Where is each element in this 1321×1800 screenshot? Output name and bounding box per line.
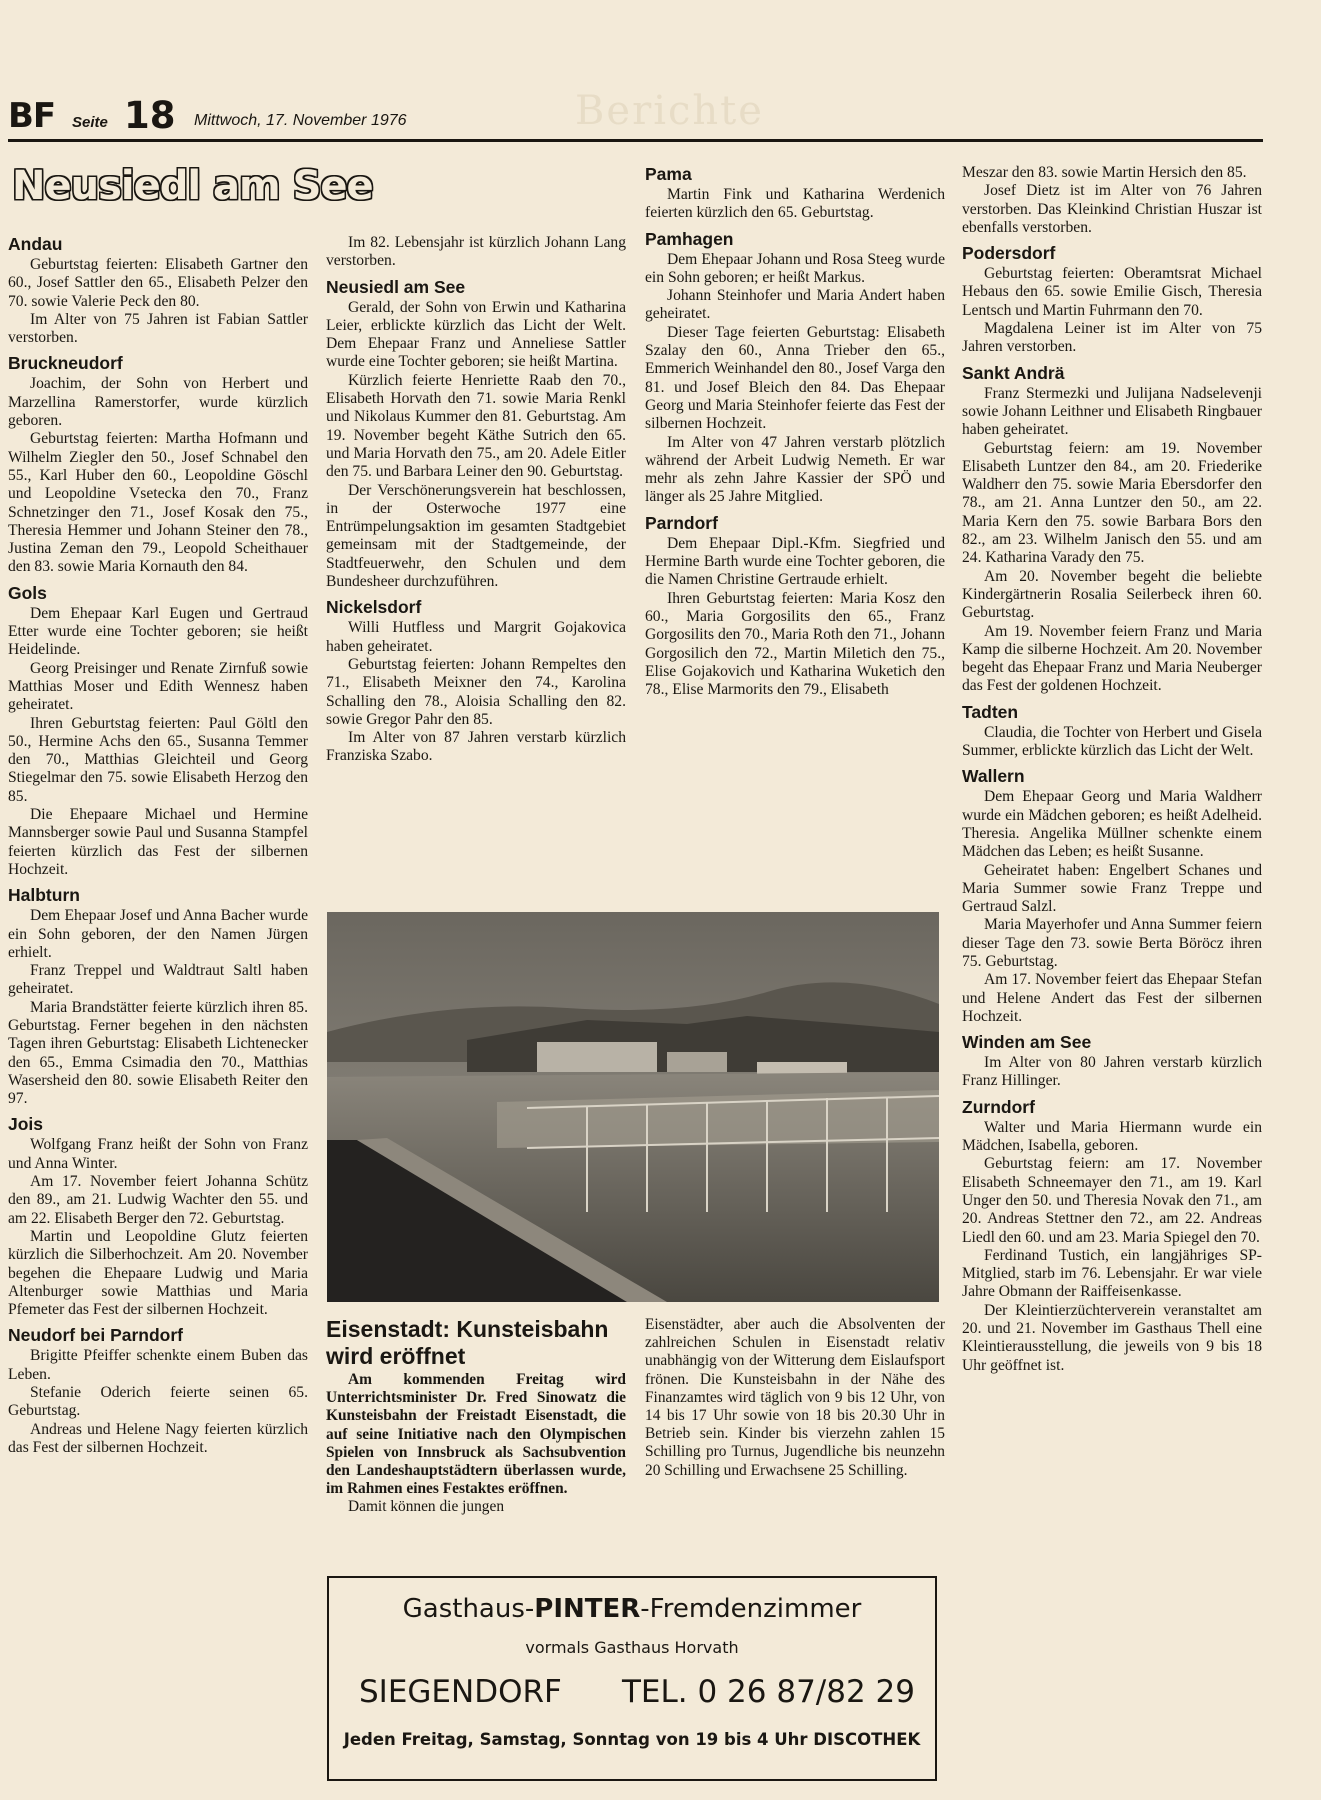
ice-rink-photo <box>327 912 939 1302</box>
ad-place: SIEGENDORF <box>359 1674 562 1710</box>
paragraph: Geburtstag feierten: Johann Rempeltes den 71., Elisabeth Meixner den 74., Karolina Schalling den 78., Aloisia Schalling den 82. sowie Gregor Pahr den 85. <box>326 655 626 728</box>
town-heading: Wallern <box>962 766 1025 787</box>
paragraph: Eisenstädter, aber auch die Absolventen der zahlreichen Schulen in Eisenstadt relativ unabhängig von der Witterung dem Eislaufsport frönen. Die Kunsteisbahn in der Nähe des Finanzamtes wird täglich von 9 bis 12 Uhr, von 14 bis 17 Uhr sowie von 18 bis 20.30 Uhr in Betrieb sein. Kinder bis vierzehn zahlen 15 Schilling pro Turnus, Jugendliche bis neunzehn 20 Schilling und Erwachsene 25 Schilling. <box>645 1316 945 1479</box>
paragraph: Ihren Geburtstag feierten: Maria Kosz den 60., Maria Gorgosilits den 65., Franz Gorgosilits den 70., Maria Roth den 71., Johann Gorgosilich den 72., Martin Miletich den 75., Elise Gojakovich und Katharina Wuketich den 78., Elise Marmorits den 79., Elisabeth <box>645 589 945 699</box>
town-heading: Neusiedl am See <box>326 276 466 297</box>
paragraph: Geburtstag feierten: Oberamtsrat Michael Hebaus den 65. sowie Emilie Gisch, Theresia Lentsch und Martin Fuhrmann den 70. <box>962 265 1262 319</box>
paragraph: Maria Brandstätter feierte kürzlich ihren 85. Geburtstag. Ferner begehen in den nächsten Tagen ihren Geburtstag: Elisabeth Lichtenecker den 65., Emma Csimadia den 70., Matthias Wasersheid den 80. sowie Elisabeth Reiter den 97. <box>8 998 308 1108</box>
paragraph: Der Kleintierzüchterverein veranstaltet am 20. und 21. November im Gasthaus Thell eine Kleintierausstellung, die jeweils von 9 bis 18 Uhr geöffnet ist. <box>962 1301 1262 1374</box>
paragraph: Im Alter von 80 Jahren verstarb kürzlich Franz Hillinger. <box>962 1054 1262 1090</box>
paragraph: Die Ehepaare Michael und Hermine Mannsberger sowie Paul und Susanna Stampfel feierten kürzlich das Fest der silbernen Hochzeit. <box>8 806 308 878</box>
town-heading: Sankt Andrä <box>962 362 1065 383</box>
ad-subtitle: vormals Gasthaus Horvath <box>525 1638 739 1657</box>
paragraph: Franz Treppel und Waldtraut Saltl haben geheiratet. <box>8 962 308 998</box>
ad-headline-suffix: -Fremdenzimmer <box>640 1594 862 1624</box>
ad-contact-line <box>359 1674 915 1710</box>
paragraph: Ihren Geburtstag feierten: Paul Göltl den 50., Hermine Achs den 65., Susanna Temmer den 70., Matthias Gleichteil und Georg Stiegelmar den 75. sowie Elisabeth Herzog den 85. <box>8 714 308 805</box>
paragraph: Martin und Leopoldine Glutz feierten kürzlich die Silberhochzeit. Am 20. November begehen die Ehepaare Ludwig und Maria Altenburger sowie Matthias und Maria Pfemeter das Fest der silbernen Hochzeit. <box>8 1227 308 1319</box>
town-heading: Bruckneudorf <box>8 353 123 374</box>
paragraph: Franz Stermezki und Julijana Nadselevenji sowie Johann Leithner und Elisabeth Ringbauer haben geheiratet. <box>962 384 1262 439</box>
article-lead-paragraph: Am kommenden Freitag wird Unterrichtsminister Dr. Fred Sinowatz die Kunsteisbahn der Freistadt Eisenstadt, die auf seine Initiative nach den Olympischen Spielen von Innsbruck als Sachsubvention den Landeshauptstädtern überlassen wurde, im Rahmen eines Festaktes eröffnen. <box>326 1371 626 1498</box>
town-heading: Gols <box>8 582 47 603</box>
column-4 <box>962 164 1262 1375</box>
column-1 <box>8 234 308 1457</box>
paragraph: Im Alter von 75 Jahren ist Fabian Sattler verstorben. <box>8 310 308 347</box>
paragraph: Im Alter von 47 Jahren verstarb plötzlich während der Arbeit Ludwig Nemeth. Er war mehr als zehn Jahre Kassier der SPÖ und länger als 25 Jahre Mitglied. <box>645 433 945 506</box>
paragraph: Damit können die jungen <box>348 1498 505 1516</box>
town-heading: Jois <box>8 1114 44 1135</box>
page-label: Seite <box>72 114 108 131</box>
paragraph: Im Alter von 87 Jahren verstarb kürzlich Franziska Szabo. <box>326 729 626 765</box>
paragraph: Kürzlich feierte Henriette Raab den 70., Elisabeth Horvath den 71. sowie Maria Renkl und Nikolaus Kummer den 81. Geburtstag. Am 19. November begeht Käthe Sutrich den 65. und Maria Horvath den 75., am 20. Adele Eitler den 75. und Barbara Leiner den 90. Geburtstag. <box>326 371 626 481</box>
paragraph: Geburtstag feiern: am 17. November Elisabeth Schneemayer den 71., am 19. Karl Unger den 50. und Theresia Novak den 71., am 20. Andreas Stettner den 72., am 22. Andreas Liedl den 60. und am 23. Maria Spiegel den 70. <box>962 1155 1262 1246</box>
column-3 <box>645 164 945 699</box>
ad-headline-prefix: Gasthaus- <box>402 1594 535 1624</box>
town-heading: Tadten <box>962 701 1019 722</box>
paragraph: Maria Mayerhofer und Anna Summer feiern dieser Tage den 73. sowie Berta Böröcz ihren 75. Geburtstag. <box>962 916 1262 970</box>
paragraph: Meszar den 83. sowie Martin Hersich den 85. <box>962 164 1247 181</box>
paragraph: Dem Ehepaar Johann und Rosa Steeg wurde ein Sohn geboren; er heißt Markus. <box>645 250 945 286</box>
column-2 <box>326 234 626 766</box>
paragraph: Dem Ehepaar Georg und Maria Waldherr wurde ein Mädchen geboren; es heißt Adelheid. Theresia. Angelika Müllner schenkte einem Mädchen das Leben; es heißt Susanne. <box>962 788 1262 861</box>
page-header <box>8 88 1263 140</box>
paragraph: Geburtstag feiern: am 19. November Elisabeth Luntzer den 84., am 20. Friederike Waldherr den 75. sowie Maria Ebersdorfer den 78., am 21. Anna Luntzer den 50., am 22. Maria Kern den 75. sowie Barbara Bors den 82., am 23. Wilhelm Janisch den 55. und am 24. Katharina Varady den 75. <box>962 439 1262 567</box>
paragraph: Geburtstag feierten: Elisabeth Gartner den 60., Josef Sattler den 65., Elisabeth Pelzer den 70. sowie Valerie Peck den 80. <box>8 256 308 310</box>
paragraph: Der Verschönerungsverein hat beschlossen, in der Osterwoche 1977 eine Entrümpelungsaktion im gesamten Stadtgebiet gemeinsam mit der Stadtgemeinde, der Stadtfeuerwehr, den Schulen und dem Bundesheer durchzuführen. <box>326 481 626 591</box>
page-number: 18 <box>124 94 176 137</box>
town-heading: Andau <box>8 234 63 254</box>
town-heading: Parndorf <box>645 512 718 533</box>
bleed-through-text: Berichte <box>575 88 764 134</box>
paragraph: Am 17. November feiert Johanna Schütz den 89., am 21. Ludwig Wachter den 55. und am 22. Elisabeth Berger den 72. Geburtstag. <box>8 1173 308 1227</box>
town-heading: Winden am See <box>962 1032 1092 1053</box>
paragraph: Geheiratet haben: Engelbert Schanes und Maria Summer sowie Franz Treppe und Gertraud Salzl. <box>962 861 1262 916</box>
ad-headline <box>329 1594 935 1624</box>
ad-phone: TEL. 0 26 87/82 29 <box>621 1674 915 1710</box>
paragraph: Josef Dietz ist im Alter von 76 Jahren verstorben. Das Kleinkind Christian Huszar ist ebenfalls verstorben. <box>962 182 1262 236</box>
paragraph: Johann Steinhofer und Maria Andert haben geheiratet. <box>645 287 945 323</box>
ad-brand: PINTER <box>534 1594 641 1624</box>
paragraph: Georg Preisinger und Renate Zirnfuß sowie Matthias Moser und Edith Wennesz haben geheiratet. <box>8 659 308 714</box>
paragraph: Gerald, der Sohn von Erwin und Katharina Leier, erblickte kürzlich das Licht der Welt. Dem Ehepaar Franz und Anneliese Sattler wurde eine Tochter geboren; sie heißt Martina. <box>326 298 626 371</box>
town-heading: Zurndorf <box>962 1096 1035 1117</box>
paragraph: Martin Fink und Katharina Werdenich feierten kürzlich den 65. Geburtstag. <box>645 186 945 222</box>
paragraph: Dieser Tage feierten Geburtstag: Elisabeth Szalay den 60., Anna Trieber den 65., Emmerich Weinhandel den 80., Josef Varga den 81. und Josef Bleich den 84. Das Ehepaar Georg und Maria Steinhofer feierte das Fest der silbernen Hochzeit. <box>645 323 945 433</box>
article-headline: Eisenstadt: Kunsteisbahn wird eröffnet <box>326 1316 609 1369</box>
town-heading: Halbturn <box>8 885 80 906</box>
town-heading: Nickelsdorf <box>326 597 422 618</box>
paragraph: Andreas und Helene Nagy feierten kürzlich das Fest der silbernen Hochzeit. <box>8 1420 308 1456</box>
town-heading: Podersdorf <box>962 243 1056 264</box>
paragraph: Am 20. November begeht die beliebte Kindergärtnerin Rosalia Seilerbeck ihren 60. Geburtstag. <box>962 567 1262 622</box>
paragraph: Magdalena Leiner ist im Alter von 75 Jahren verstorben. <box>962 320 1262 356</box>
paragraph: Wolfgang Franz heißt der Sohn von Franz und Anna Winter. <box>8 1136 308 1172</box>
paragraph: Willi Hutfless und Margrit Gojakovica haben geheiratet. <box>326 619 626 655</box>
article-continuation <box>645 1316 945 1480</box>
header-rule <box>8 139 1263 142</box>
section-title: Neusiedl am See <box>12 163 373 209</box>
paragraph: Stefanie Oderich feierte seinen 65. Geburtstag. <box>8 1384 308 1420</box>
paragraph: Brigitte Pfeiffer schenkte einem Buben das Leben. <box>8 1347 308 1383</box>
paragraph: Dem Ehepaar Josef und Anna Bacher wurde ein Sohn geboren, der den Namen Jürgen erhielt. <box>8 907 308 961</box>
paragraph: Im 82. Lebensjahr ist kürzlich Johann Lang verstorben. <box>326 234 626 270</box>
issue-date: Mittwoch, 17. November 1976 <box>194 112 407 129</box>
paragraph: Am 17. November feiert das Ehepaar Stefan und Helene Andert das Fest der silbernen Hochzeit. <box>962 971 1262 1025</box>
paragraph: Dem Ehepaar Dipl.-Kfm. Siegfried und Hermine Barth wurde eine Tochter geboren, die die Namen Christine Gertraude erhielt. <box>645 534 945 589</box>
town-heading: Pamhagen <box>645 228 734 249</box>
masthead-logo: BF <box>8 96 56 136</box>
paragraph: Dem Ehepaar Karl Eugen und Gertraud Etter wurde eine Tochter geboren; sie heißt Heidelinde. <box>8 604 308 659</box>
paragraph: Joachim, der Sohn von Herbert und Marzellina Ramerstorfer, wurde kürzlich geboren. <box>8 375 308 430</box>
paragraph: Claudia, die Tochter von Herbert und Gisela Summer, erblickte kürzlich das Licht der Welt. <box>962 723 1262 760</box>
paragraph: Geburtstag feierten: Martha Hofmann und Wilhelm Ziegler den 50., Josef Schnabel den 55., Karl Huber den 60., Leopoldine Göschl und Leopoldine Vsetecka den 70., Franz Schnetzinger den 71., Josef Kosak den 75., Theresia Hemmer und Johann Steiner den 78., Justina Zeman den 79., Leopold Scheithauer den 83. sowie Maria Kornauth den 84. <box>8 430 308 576</box>
town-heading: Pama <box>645 164 692 184</box>
ad-opening-hours: Jeden Freitag, Samstag, Sonntag von 19 bis 4 Uhr DISCOTHEK <box>343 1730 921 1749</box>
article-lead <box>326 1371 626 1517</box>
paragraph: Ferdinand Tustich, ein langjähriges SP-Mitglied, starb im 76. Lebensjahr. Er war viele Jahre Obmann der Raiffeisenkasse. <box>962 1246 1262 1301</box>
advertisement-box <box>327 1576 937 1781</box>
paragraph: Am 19. November feiern Franz und Maria Kamp die silberne Hochzeit. Am 20. November begeht das Ehepaar Franz und Maria Neuberger das Fest der goldenen Hochzeit. <box>962 622 1262 695</box>
town-heading: Neudorf bei Parndorf <box>8 1325 184 1346</box>
paragraph: Walter und Maria Hiermann wurde ein Mädchen, Isabella, geboren. <box>962 1118 1262 1155</box>
